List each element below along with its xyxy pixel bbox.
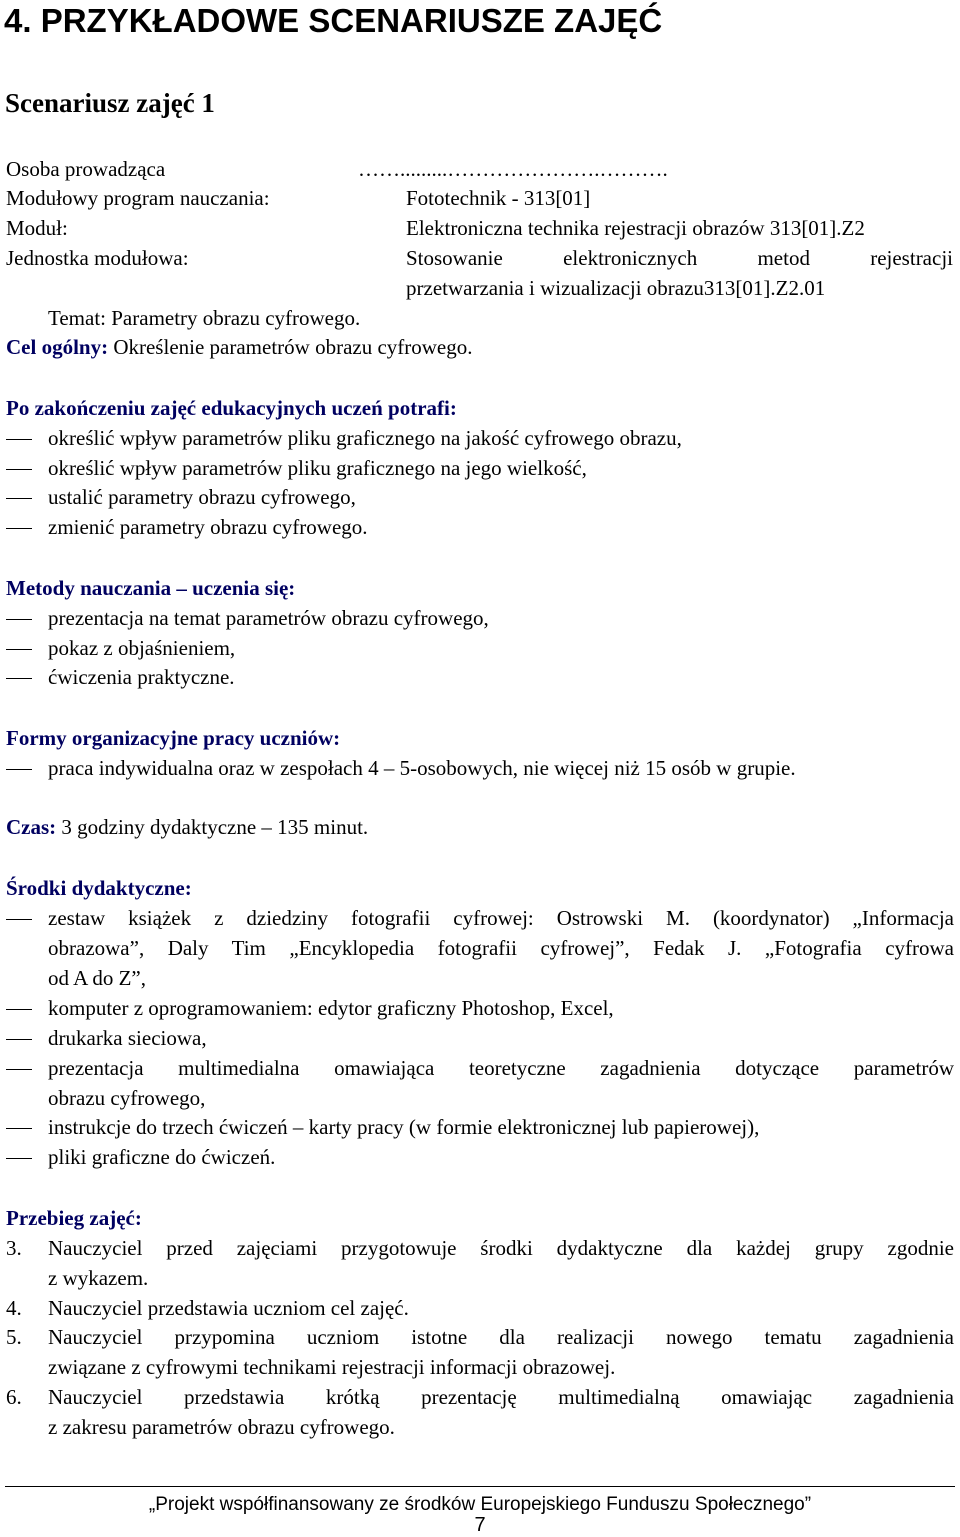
dash-bullet [6,649,32,650]
czas-label: Czas: [6,815,57,839]
przebieg-title: Przebieg zajęć: [6,1206,142,1230]
dash-bullet [6,769,32,770]
list-item: ćwiczenia praktyczne. [48,665,235,689]
document-heading: 4. PRZYKŁADOWE SCENARIUSZE ZAJĘĆ [4,2,663,39]
footer-rule [5,1486,955,1487]
step-text-continued: z zakresu parametrów obrazu cyfrowego. [48,1415,395,1439]
dash-bullet [6,619,32,620]
step-number: 6. [6,1385,22,1409]
step-text: Nauczyciel przedstawia krótką prezentację multimedialną omawiając zagadnienia [48,1385,954,1409]
footer-text: „Projekt współfinansowany ze środków Europejskiego Funduszu Społecznego” [148,1494,812,1515]
dash-bullet [6,528,32,529]
step-text: Nauczyciel przed zajęciami przygotowuje środki dydaktyczne dla każdej grupy zgodnie [48,1236,954,1260]
dash-bullet [6,1039,32,1040]
step-number: 3. [6,1236,22,1260]
modul-label: Moduł: [6,216,68,240]
scenario-title: Scenariusz zajęć 1 [5,88,215,118]
list-item: pliki graficzne do ćwiczeń. [48,1145,276,1169]
list-item-continued: od A do Z”, [48,966,146,990]
dash-bullet [6,1009,32,1010]
step-text: Nauczyciel przypomina uczniom istotne dla realizacji nowego tematu zagadnienia [48,1325,954,1349]
step-text: Nauczyciel przedstawia uczniom cel zajęć. [48,1296,409,1320]
dash-bullet [6,439,32,440]
program-value: Fototechnik - 313[01] [406,186,591,210]
cel-value: Określenie parametrów obrazu cyfrowego. [113,335,473,359]
dash-bullet [6,469,32,470]
list-item: instrukcje do trzech ćwiczeń – karty pracy (w formie elektronicznej lub papierowej), [48,1115,760,1139]
czas-value: 3 godziny dydaktyczne – 135 minut. [61,815,369,839]
osoba-value: …….........………………….………. [358,157,668,181]
list-item-continued: obrazowa”, Daly Tim „Encyklopedia fotografii cyfrowej”, Fedak J. „Fotografia cyfrowa [48,936,954,960]
program-label: Modułowy program nauczania: [6,186,270,210]
modul-value: Elektroniczna technika rejestracji obrazów 313[01].Z2 [406,216,865,240]
step-text-continued: z wykazem. [48,1266,149,1290]
step-number: 5. [6,1325,22,1349]
list-item: określić wpływ parametrów pliku graficznego na jakość cyfrowego obrazu, [48,426,682,450]
osoba-label: Osoba prowadząca [6,157,166,181]
dash-bullet [6,1069,32,1070]
po-zakonczeniu-title: Po zakończeniu zajęć edukacyjnych uczeń potrafi: [6,396,457,420]
formy-title: Formy organizacyjne pracy uczniów: [6,726,341,750]
list-item: zmienić parametry obrazu cyfrowego. [48,515,368,539]
list-item-continued: obrazu cyfrowego, [48,1086,206,1110]
list-item: drukarka sieciowa, [48,1026,207,1050]
list-item: komputer z oprogramowaniem: edytor graficzny Photoshop, Excel, [48,996,614,1020]
dash-bullet [6,678,32,679]
srodki-title: Środki dydaktyczne: [6,876,192,900]
step-number: 4. [6,1296,22,1320]
jednostka-value-line1: Stosowanie elektronicznych metod rejestracji [406,246,953,270]
dash-bullet [6,498,32,499]
dash-bullet [6,919,32,920]
list-item: pokaz z objaśnieniem, [48,636,236,660]
list-item: prezentacja multimedialna omawiająca teoretyczne zagadnienia dotyczące parametrów [48,1056,954,1080]
jednostka-label: Jednostka modułowa: [6,246,189,270]
list-item: ustalić parametry obrazu cyfrowego, [48,485,356,509]
list-item: prezentacja na temat parametrów obrazu cyfrowego, [48,606,489,630]
list-item: zestaw książek z dziedziny fotografii cyfrowej: Ostrowski M. (koordynator) „Informacja [48,906,954,930]
page-number: 7 [474,1514,486,1536]
cel-label: Cel ogólny: [6,335,109,359]
step-text-continued: związane z cyfrowymi technikami rejestracji informacji obrazowej. [48,1355,616,1379]
dash-bullet [6,1128,32,1129]
list-item: określić wpływ parametrów pliku graficznego na jego wielkość, [48,456,587,480]
temat: Temat: Parametry obrazu cyfrowego. [48,306,361,330]
jednostka-value-line2: przetwarzania i wizualizacji obrazu313[01].Z2.01 [406,276,826,300]
dash-bullet [6,1158,32,1159]
list-item: praca indywidualna oraz w zespołach 4 – 5-osobowych, nie więcej niż 15 osób w grupie. [48,756,796,780]
metody-title: Metody nauczania – uczenia się: [6,576,296,600]
